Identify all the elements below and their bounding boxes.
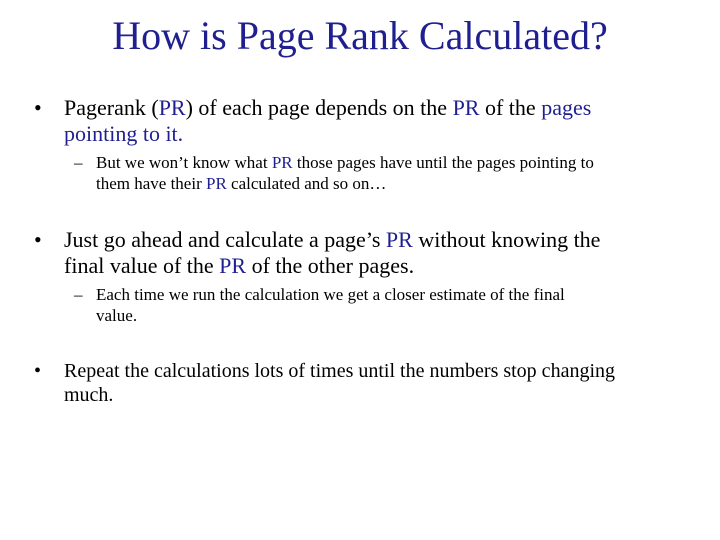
bullet-2-line-2: final value of the PR of the other pages.	[64, 253, 415, 278]
sub-bullet-2-line-2: value.	[96, 306, 138, 325]
bullet-3-line-1: Repeat the calculations lots of times until the numbers stop changing	[64, 360, 615, 382]
bullet-marker: •	[34, 360, 42, 382]
bullet-3-line-2: much.	[64, 384, 114, 406]
sub-bullet-1-line-2: them have their PR calculated and so on…	[96, 174, 387, 193]
slide-title: How is Page Rank Calculated?	[112, 13, 608, 58]
dash-marker: –	[74, 153, 83, 172]
bullet-2-line-1: Just go ahead and calculate a page’s PR without knowing the	[64, 227, 601, 252]
bullet-marker: •	[34, 95, 42, 120]
sub-bullet-1-line-1: But we won’t know what PR those pages have until the pages pointing to	[96, 153, 594, 172]
bullet-1-line-1: Pagerank (PR) of each page depends on the PR of the pages	[64, 95, 592, 120]
bullet-marker: •	[34, 227, 42, 252]
sub-bullet-2-line-1: Each time we run the calculation we get a closer estimate of the final	[96, 285, 565, 304]
dash-marker: –	[74, 285, 83, 304]
bullet-1-line-2: pointing to it.	[64, 121, 184, 146]
